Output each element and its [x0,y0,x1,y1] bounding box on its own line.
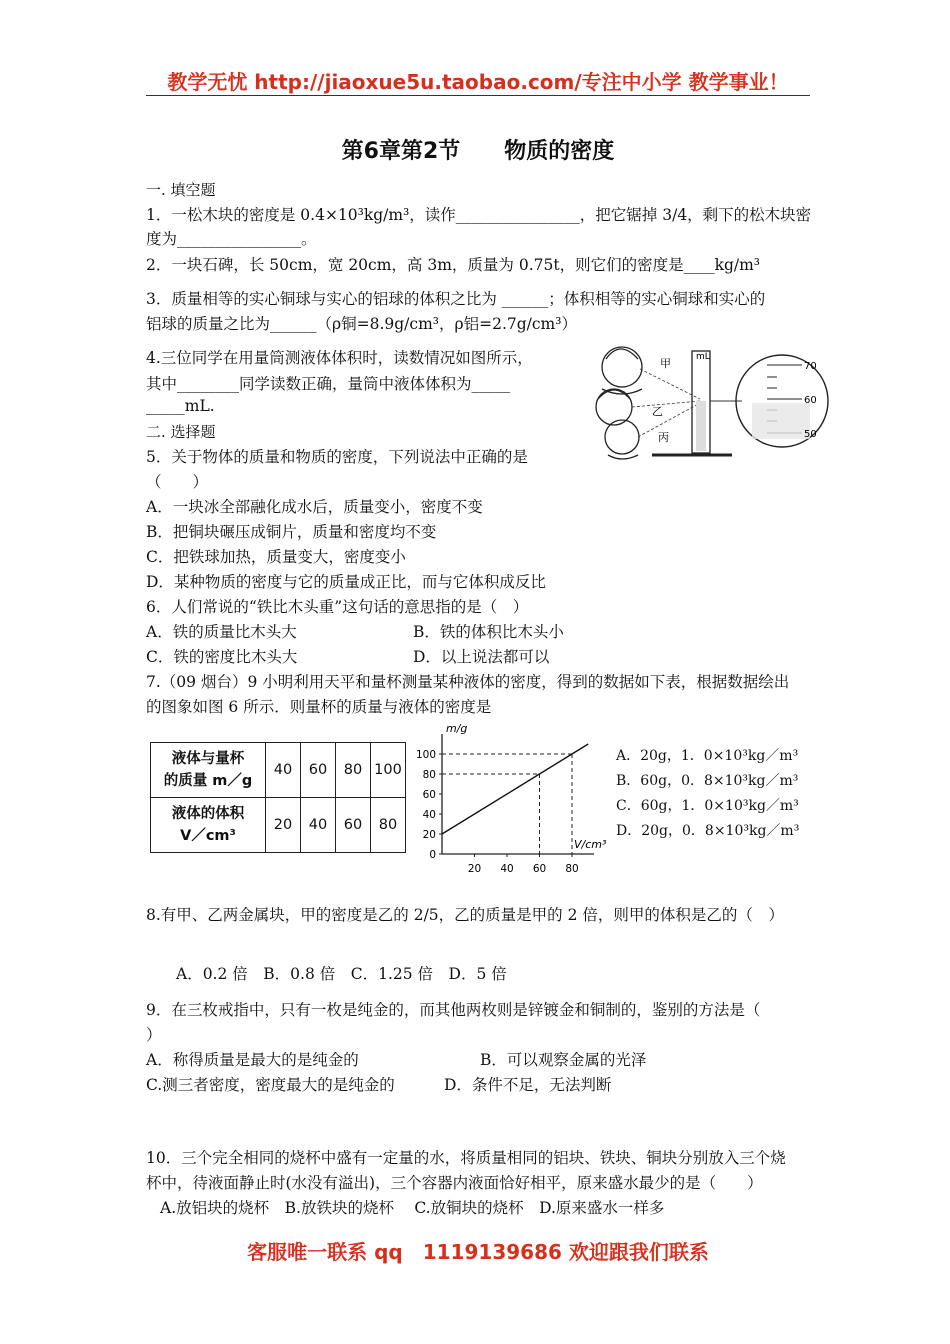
page-title [146,134,810,165]
q4-line3: _____mL. [146,397,215,415]
x-tick-label: 60 [532,863,547,875]
table-header-volume [151,798,266,853]
q9-line2: ） [146,1026,162,1044]
section-fill-blank: 一. 填空题 [146,181,216,199]
q6-option-b: B．铁的体积比木头小 [413,623,564,641]
header-mass-line1: 液体与量杯 [171,751,245,767]
q10-options: A.放铝块的烧杯 B.放铁块的烧杯 C.放铜块的烧杯 D.原来盛水一样多 [160,1199,665,1217]
q4-line2: 其中________同学读数正确，量筒中液体体积为_____ [146,375,511,393]
q7-option-b: B．60g，0．8×10³kg／m³ [616,773,799,789]
header-mass-line2: 的质量 m／g [163,773,253,789]
q6-option-c: C．铁的密度比木头大 [146,648,298,666]
q5-option-c: C．把铁球加热，质量变大，密度变小 [146,548,406,566]
q7-option-d: D．20g，0．8×10³kg／m³ [616,823,800,839]
q1-line1: 1．一松木块的密度是 0.4×10³kg/m³，读作________________，把它锯掉 3/4，剩下的松木块密 [146,206,812,224]
q9-option-c: C.测三者密度，密度最大的是纯金的 [146,1076,395,1094]
y-tick-label: 20 [422,829,436,841]
q9-option-d: D．条件不足，无法判断 [444,1076,612,1094]
q8-options: A．0.2 倍 B．0.8 倍 C．1.25 倍 D．5 倍 [176,965,507,983]
label-bing: 丙 [658,431,669,444]
table-row [151,798,406,853]
table-cell: 20 [266,798,301,853]
cylinder-reading-figure [592,337,842,465]
y-tick-label: 40 [422,809,436,821]
table-cell: 40 [301,798,336,853]
x-tick-label: 80 [565,863,579,875]
q7-option-a: A．20g，1．0×10³kg／m³ [616,748,799,764]
table-cell: 60 [301,743,336,798]
q1-line2: 度为________________。 [146,230,317,248]
table-cell: 80 [371,798,406,853]
q5-option-a: A．一块冰全部融化成水后，质量变小，密度不变 [146,498,483,516]
q3-line2: 铝球的质量之比为______（ρ铜=8.9g/cm³，ρ铝=2.7g/cm³） [146,315,577,333]
q3-line1: 3．质量相等的实心铜球与实心的铝球的体积之比为 ______；体积相等的实心铜球和实心的 [146,290,766,308]
q10-line1: 10．三个完全相同的烧杯中盛有一定量的水，将质量相同的铝块、铁块、铜块分别放入三个烧 [146,1149,786,1167]
q5-option-d: D．某种物质的密度与它的质量成正比，而与它体积成反比 [146,573,546,591]
table-cell: 40 [266,743,301,798]
page-header: 教学无忧 http://jiaoxue5u.taobao.com/专注中小学 教学事业！ [167,70,789,94]
q8-stem: 8.有甲、乙两金属块，甲的密度是乙的 2/5，乙的质量是甲的 2 倍，则甲的体积是乙的（ ） [146,906,784,924]
q7-data-table [150,742,406,853]
mass-volume-chart [410,722,610,884]
cylinder-unit: mL [696,352,710,362]
y-tick-label: 80 [422,769,436,781]
y-tick-label: 0 [429,849,436,861]
scale-70: 70 [804,361,817,372]
q5-line1: 5．关于物体的质量和物质的密度，下列说法中正确的是 [146,448,528,466]
x-tick-label: 40 [500,863,514,875]
q7-option-c: C．60g，1．0×10³kg／m³ [616,798,799,814]
q5-option-b: B．把铜块碾压成铜片，质量和密度均不变 [146,523,437,541]
page-footer: 客服唯一联系 qq 1119139686 欢迎跟我们联系 [247,1240,709,1264]
q6-stem: 6．人们常说的“铁比木头重”这句话的意思指的是（ ） [146,598,529,616]
topic-label: 物质的密度 [504,139,615,164]
q7-line1: 7.（09 烟台）9 小明利用天平和量杯测量某种液体的密度，得到的数据如下表，根据数据绘出 [146,673,790,691]
q4-line1: 4.三位同学在用量筒测液体体积时，读数情况如图所示， [146,349,533,367]
y-tick-label: 100 [415,749,436,761]
q10-line2: 杯中，待液面静止时(水没有溢出)，三个容器内液面恰好相平，原来盛水最少的是（ ） [146,1174,763,1192]
q5-line2: （ ） [146,473,209,491]
scale-60: 60 [804,395,817,406]
label-jia: 甲 [660,357,671,370]
q9-option-a: A．称得质量是最大的是纯金的 [146,1051,359,1069]
q9-line1: 9．在三枚戒指中，只有一枚是纯金的，而其他两枚则是锌镀金和铜制的，鉴别的方法是（ [146,1001,761,1019]
table-row [151,743,406,798]
table-cell: 100 [371,743,406,798]
section-choice: 二. 选择题 [146,423,216,441]
table-cell: 80 [336,743,371,798]
scale-50: 50 [804,429,817,440]
y-axis-label: m/g [446,722,468,735]
series-line [442,744,588,834]
q7-line2: 的图象如图 6 所示．则量杯的质量与液体的密度是 [146,698,492,716]
q9-option-b: B．可以观察金属的光泽 [480,1051,647,1069]
x-tick-label: 20 [467,863,482,875]
y-tick-label: 60 [422,789,436,801]
table-header-mass [151,743,266,798]
header-divider [146,95,810,96]
table-cell: 60 [336,798,371,853]
x-axis-label: V/cm³ [574,838,607,851]
q6-option-a: A．铁的质量比木头大 [146,623,297,641]
chapter-label: 第6章第2节 [341,139,461,164]
label-yi: 乙 [652,405,663,418]
header-volume-line1: 液体的体积 [171,806,245,822]
q6-option-d: D．以上说法都可以 [413,648,550,666]
header-volume-line2: V／cm³ [180,828,236,844]
q2: 2．一块石碑，长 50cm，宽 20cm，高 3m，质量为 0.75t，则它们的密度是____kg/m³ [146,256,761,274]
